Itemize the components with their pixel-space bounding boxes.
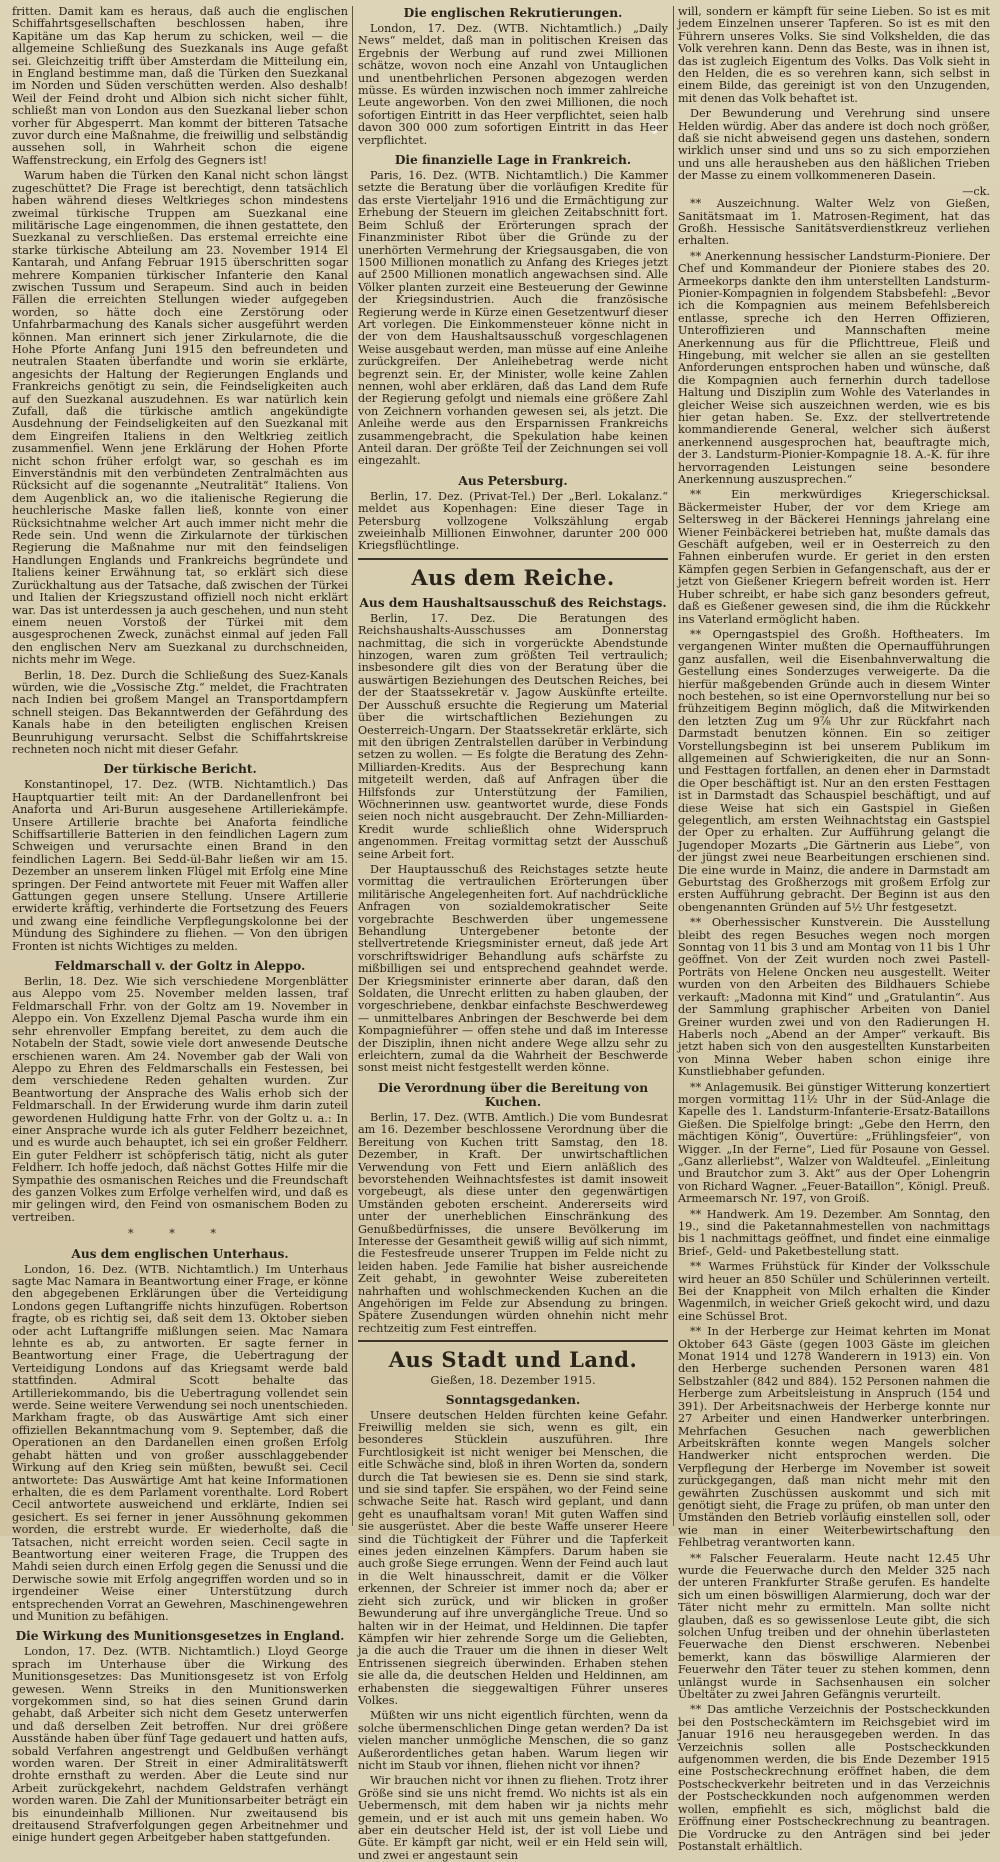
news-award: ** Auszeichnung. Walter Welz von Gießen, Sanitätsmaat im 1. Matrosen-Regiment, hat das Großh. Hessische Sanitätsverdienstkreuz verliehen erhalten. bbox=[678, 197, 990, 248]
sunday-thoughts-text-3: Wir brauchen nicht vor ihnen zu fliehen. Trotz ihrer Größe sind sie uns nicht fremd. Wo nichts ist als ein Uebermensch, mit dem haben wir ja nichts mehr gemein, und er ist auch mit uns gemein haben. Wo aber ein deutscher Held ist, der ist voll Liebe und Güte. Er kämpft gar nicht, weil er ein Held sein will, und zwei er angestaunt sein bbox=[358, 1774, 668, 1862]
heading-city-and-country: Aus Stadt und Land. bbox=[388, 1347, 638, 1373]
heading-munitions-act: Die Wirkung des Munitionsgesetzes in England. bbox=[15, 1629, 345, 1644]
news-false-alarm: ** Falscher Feueralarm. Heute nacht 12.45 Uhr wurde die Feuerwache durch den Melder 325 nach der unteren Frankfurter Straße gerufen. Es handelte sich um einen böswilligen Alarmierung, doch war der Täter nicht mehr zu ermitteln. Man sollte nicht glauben, daß es so gewissenlose Leute gibt, die sich solchen Unfug treiben und der ohnehin überlasteten Feuerwache den Dienst erschweren. Nebenbei bemerkt, kann das böswillige Alarmieren der Feuerwehr den Täter teuer zu stehen kommen, denn unlängst wurde in Sachsenhausen ein solcher Übeltäter zu zwei Jahren Gefängnis verurteilt. bbox=[678, 1551, 990, 1702]
news-art-society: ** Oberhessischer Kunstverein. Die Ausstellung bleibt des regen Besuches wegen noch morgen Sonntag von 11 bis 3 und am Montag von 11 bis 1 Uhr geöffnet. Von der Zeit wurden noch zwei Pastell-Porträts von Helene Oncken neu ausgestellt. Weiter wurden von den Arbeiten des Bildhauers Schiebe verkauft: „Madonna mit Kind“ und „Gratulantin“. Aus der Sammlung graphischer Arbeiten von Daniel Greiner wurden zwei und von den Radierungen H. Haberls noch „Abend an der Amper“ verkauft. Bis jetzt haben sich von den ausgestellten Kunstarbeiten von Minna Weber haben schon einige ihre Kunstliebhaber gefunden. bbox=[678, 916, 990, 1079]
column-2 bbox=[358, 6, 668, 1862]
heading-english-recruitment: Die englischen Rekrutierungen. bbox=[403, 6, 623, 20]
cake-ordinance-text: Berlin, 17. Dez. (WTB. Amtlich.) Die vom Bundesrat am 16. Dezember beschlossene Verordnung über die Bereitung von Kuchen tritt Samstag, den 18. Dezember, in Kraft. Der unwirtschaftlichen Verwendung von Fett und Eiern anläßlich des bevorstehenden Weihnachtsfestes ist damit insoweit vorgebeugt, als diese unter den gegenwärtigen Umständen geboten erscheint. Andererseits wird unter der unerheblichen Einschränkung des Genußbedürfnisses, die unsere Bevölkerung im Interesse der Gesamtheit gewiß willig auf sich nimmt, die Festesfreude unserer Truppen im Felde nicht zu leiden haben. Jede Familie hat bisher ausreichende Zeit gehabt, in gewohnter Weise zubereiteten nahrhaften und wohlschmeckenden Kuchen an die Angehörigen im Felde zur Absendung zu bringen. Spätere Zusendungen würden ohnehin nicht mehr rechtzeitig zum Fest eintreffen. bbox=[358, 1110, 668, 1335]
suez-berlin-report: Berlin, 18. Dez. Durch die Schließung des Suez-Kanals würden, wie die „Vossische Ztg.“ meldet, die Frachtraten nach Indien bei großem Mangel an Transportdampfern schnell steigen. Das Bekanntwerden der Gefährdung des Kanals habe in den beteiligten englischen Kreisen Beunruhigung verursacht. Selbst die Schiffahrtskreise rechneten noch nicht mit dieser Gefahr. bbox=[12, 668, 348, 756]
suez-article-continuation: fritten. Damit kam es heraus, daß auch die englischen Schiffahrtsgesellschaften beschlossen haben, ihre Kapitäne um das Kap herum zu schicken, weil — die allgemeine Schließung des Suezkanals ins Auge gefaßt sei. Gleichzeitig trifft über Amsterdam die Mitteilung ein, in England bestimme man, daß die Türken den Suezkanal im Norden und Süden verschütten werden. Also deshalb! Weil der Feind droht und Albion sich nicht sicher fühlt, schließt man von London aus den Suezkanal lieber schon vorher für Abgesperrt. Man kommt der bitteren Tatsache zuvor durch eine Maßnahme, die freiwillig und selbständig aussehen soll, in Wahrheit schon die eigene Waffenstreckung, ein Erfolg des Gegners ist! bbox=[12, 5, 348, 167]
heading-from-the-reich: Aus dem Reiche. bbox=[411, 564, 615, 590]
column-rule-1 bbox=[352, 6, 353, 1526]
sunday-thoughts-continuation: will, sondern er kämpft für seine Lieben. So ist es mit jedem Einzelnen unserer Tapferen. So ist es mit den Führern unseres Volks. Sie sind Volkshelden, die das Volk verehren kann. Denn das Beste, was in ihnen ist, das ist zugleich Eigentum des Volks. Das Volk sieht in den Helden, die es so verehren kann, sich selbst in einem Bilde, das gereinigt ist von den Unzugenden, mit denen das Volk behaftet ist. bbox=[678, 5, 990, 105]
turkish-report-text: Konstantinopel, 17. Dez. (WTB. Nichtamtlich.) Das Hauptquartier teilt mit: An der Dardanellenfront bei Anaforta und Ari-Burun ausgesehene Artilleriekämpfe. Unsere Artillerie brachte bei Anaforta feindliche Schiffsartillerie Batterien in den feindlichen Lagern zum Schweigen und verursachte einen Brand in den feindlichen Lagern. Bei Sedd-ül-Bahr ließen wir am 15. Dezember an unserem linken Flügel mit Erfolg eine Mine springen. Der Feind antwortete mit Feuer mit Waffen aller Gattungen gegen unsere Stellung. Unsere Artillerie erwiderte kräftig, verhinderte die Fortsetzung des Feuers und zwang eine feindliche Verpflegungskolonne bei der Mündung des Sighindere zu fliehen. — Von den übrigen Fronten ist nichts Wichtiges zu melden. bbox=[12, 778, 348, 953]
main-committee-text: Der Hauptausschuß des Reichstages setzte heute vormittag die vertraulichen Erörterungen über militärische Angelegenheiten fort. Auf nachdrückliche Anfragen von sozialdemokratischer Seite vorgebrachte Beschwerden über ungemessene Behandlung Untergebener betonte der stellvertretende Kriegsminister erneut, daß jede Art vorschriftswidriger Behandlung aufs schärfste zu mißbilligen sei und entsprechend geahndet werde. Der Kriegsminister erinnerte aber daran, daß den Soldaten, die Unrecht erlitten zu haben glauben, der vorgeschriebene, denkbar einfachste Beschwerdeweg — unmittelbares Anbringen der Beschwerde bei dem Kompagnieführer — offen stehe und daß im Interesse der Disziplin, ihnen nicht andere Wege allzu sehr zu erleichtern, zumal da die Wahrheit der Beschwerde sonst meist nicht festgestellt werden könne. bbox=[358, 862, 668, 1075]
news-pioneers-recognition: ** Anerkennung hessischer Landsturm-Pioniere. Der Chef und Kommandeur der Pioniere stabes des 20. Armeekorps dankte den ihm unterstellten Landsturm-Pionier-Kompagnien in folgendem Stabsbefehl: „Bevor ich die Kompagnien aus meinem Befehlsbereich entlasse, spreche ich den Herren Offizieren, Unteroffizieren und Mannschaften meine Anerkennung aus für die Pflichttreue, Fleiß und Hingebung, mit welcher sie allen an sie gestellten Anforderungen entsprochen haben und wünsche, daß die Kompagnien auch fernerhin durch tadellose Haltung und Disziplin zum Wohle des Vaterlandes in gleicher Weise sich auszeichnen werden, wie es bis hier getan haben. Se. Exz. der stellvertretende kommandierende General, welcher sich äußerst anerkennend ausgesprochen hat, beauftragte mich, der 3. Landsturm-Pionier-Kompagnie 18. A.-K. für ihre hervorragenden Leistungen seine besondere Anerkennung auszusprechen.“ bbox=[678, 249, 990, 487]
news-opera-guest: ** Operngastspiel des Großh. Hoftheaters. Im vergangenen Winter mußten die Opernaufführungen ganz ausfallen, weil die Eisenbahnverwaltung die Gestellung eines Sonderzuges verweigerte. Da die hierfür maßgebenden Gründe auch in diesem Winter noch bestehen, so ist eine Opernvorstellung nur bei so frühzeitigem Beginn möglich, daß die Mitwirkenden den letzten Zug um 9⅞ Uhr zur Rückfahrt nach Darmstadt benutzen können. Ein so zeitiger Vorstellungsbeginn ist bei unserem Publikum im allgemeinen auf Schwierigkeiten, die nur an Sonn- und Festtagen fortfallen, an denen eher in Darmstadt die Oper beschäftigt ist. Nur an den ersten Festtagen ist in Darmstadt das Schauspiel beschäftigt, und auf diese Weise hat sich ein Gastspiel in Gießen gelegentlich, am ersten Weihnachtstag ein Gastspiel der Oper zu erhalten. Zur Aufführung gelangt die Jugendoper Mozarts „Die Gärtnerin aus Liebe“, von der jüngst zwei neue Bearbeitungen erschienen sind. Die eine wurde in Mainz, die andere in Darmstadt am Geburtstag des Großherzogs mit großem Erfolg zur ersten Aufführung gebracht. Der Beginn ist aus den obengenannten Gründen auf 5½ Uhr festgesetzt. bbox=[678, 627, 990, 914]
budget-committee-text: Berlin, 17. Dez. Die Beratungen des Reichshaushalts-Ausschusses am Donnerstag nachmittag, die sich in vorgerückte Abendstunde hinzogen, waren zum größten Teil vertraulich; insbesondere gilt dies von der Beratung über die auswärtigen Beziehungen des Deutschen Reiches, bei der der Staatssekretär v. Jagow Auskünfte erteilte. Der Ausschuß ersuchte die Regierung um Material über die wirtschaftlichen Beziehungen zu Oesterreich-Ungarn. Der Staatssekretär erklärte, sich mit den übrigen Zentralstellen darüber in Verbindung setzen zu wollen. — Es folgte die Beratung des Zehn-Milliarden-Kredits. Aus der Besprechung kann mitgeteilt werden, daß auf Anfragen über die Hilfsfonds zur Unterstützung der Familien, Wöchnerinnen usw. geantwortet wurde, diese Fonds seien noch nicht ausgebraucht. Der Zehn-Milliarden-Kredit wurde schließlich ohne Widerspruch angenommen. Freitag vormittag setzt der Ausschuß seine Arbeit fort. bbox=[358, 611, 668, 861]
recruitment-text: London, 17. Dez. (WTB. Nichtamtlich.) „Daily News“ meldet, daß man in politischen Kreisen das Ergebnis der Werbung auf rund zwei Millionen schätze, wovon noch eine Anzahl von Untauglichen und unentbehrlichen Personen abgezogen werden müsse. Es würden inzwischen noch immer zahlreiche Leute angeworben. Von den zwei Millionen, die noch sofortigen Eintritt in das Heer verpflichtet, seien halb davon 300 000 zum sofortigen Eintritt in das Heer verpflichtet. bbox=[358, 22, 668, 147]
news-postal-check-directory: ** Das amtliche Verzeichnis der Postscheckkunden bei den Postscheckämtern im Reichsgebiet wird im Januar 1916 neu herausgegeben werden. In das Verzeichnis sollen alle Postscheckkunden aufgenommen werden, die bis Ende Dezember 1915 eine Postscheckrechnung eröffnet haben, die dem Postscheckverkehr beitreten und in das Verzeichnis der Postscheckkunden noch aufgenommen werden wollen, empfiehlt es sich, möglichst bald die Eröffnung einer Postscheckrechnung zu beantragen. Die Vordrucke zu den Anträgen sind bei jeder Postanstalt erhältlich. bbox=[678, 1703, 990, 1853]
news-soldier-fate: ** Ein merkwürdiges Kriegerschicksal. Bäckermeister Huber, der vor dem Kriege am Seltersweg in der Bäckerei Hennings jahrelang eine Wiener Feinbäckerei betrieben hat, mußte damals das Geschäft aufgeben, weil er in Oesterreich zu den Fahnen einberufen wurde. Er geriet in den ersten Kämpfen gegen Serbien in Gefangenschaft, aus der er jetzt von Gießener Kriegern befreit worden ist. Herr Huber schreibt, er habe sich ganz besonders gefreut, daß es Gießener gewesen sind, die ihm die Rückkehr ins Vaterland ermöglicht haben. bbox=[678, 488, 990, 626]
petersburg-text: Berlin, 17. Dez. (Privat-Tel.) Der „Berl. Lokalanz.“ meldet aus Kopenhagen: Eine dieser Tage in Petersburg vollzogene Volkszählung ergab zweieinhalb Millionen Einwohner, darunter 200 000 Kriegsflüchtlinge. bbox=[358, 489, 668, 553]
suez-article-paragraph: Warum haben die Türken den Kanal nicht schon längst zugeschüttet? Die Frage ist berechtigt, denn tatsächlich haben während dieses Weltkrieges schon mindestens zweimal türkische Truppen am Suezkanal eine militärische Lage eingenommen, die ihnen gestattete, den Suezkanal zu verschließen. Das erstemal erreichte eine starke türkische Abteilung am 23. November 1914 El Kantarah, und Anfang Februar 1915 überschritten sogar mehrere Kompanien türkischer Infanterie den Kanal zwischen Tussum und Serapeum. Sind auch in beiden Fällen die erreichten Stellungen wieder aufgegeben worden, so hätte doch eine Zerstörung oder Unfahrbarmachung des Kanals sicher ausgeführt werden können. Man erinnert sich jener Zirkularnote, die die Hohe Pforte Anfang Juni 1915 den befreundeten und neutralen Staaten überfandte und worin sie erklärte, angesichts der Haltung der Regierungen Englands und Frankreichs genötigt zu sein, die Feindseligkeiten auch auf den Suezkanal auszudehnen. Es war natürlich kein Zufall, daß die türkische amtlich angekündigte Ausdehnung der Feindseligkeiten auf den Suezkanal mit dem Eingreifen Italiens in den Weltkrieg zeitlich zusammenfiel. Wenn jene Erklärung der Hohen Pforte nicht schon früher erfolgt war, so geschah es im Einverständnis mit den verbündeten Zentralmächten aus Rücksicht auf die sogenannte „Neutralität“ Italiens. Von dem Augenblick an, wo die italienische Regierung die heuchlerische Maske fallen ließ, konnte von einer Rücksichtnahme welcher Art auch immer nicht mehr die Rede sein. Und wenn die Zirkularnote der türkischen Regierung die Maßnahme nur mit den feindseligen Handlungen Englands und Frankreichs begründete und Italiens keiner Erwähnung tat, so erklärt sich diese Zurückhaltung aus der Tatsache, daß zwischen der Türkei und Italien der Kriegszustand offiziell noch nicht erklärt war. Das ist unterdessen ja auch geschehen, und nun steht einem neuen Vorstoß der Türkei mit dem ausgesprochenen Zweck, zunächst einmal auf jeden Fall den englischen Nerv am Suezkanal zu durchschneiden, nichts mehr im Wege. bbox=[12, 169, 348, 667]
lower-house-text: London, 16. Dez. (WTB. Nichtamtlich.) Im Unterhaus sagte Mac Namara in Beantwortung einer Frage, er könne den abgegebenen Erklärungen über die Verteidigung Londons gegen Luftangriffe nichts hinzufügen. Robertson fragte, ob es richtig sei, daß seit dem 13. Oktober sieben oder acht Luftangriffe mißlungen seien. Mac Namara lehnte es ab, zu antworten. Er sagte ferner in Beantwortung einer Frage, die Uebertragung der Verteidigung Londons auf das Kriegsamt werde bald stattfinden. Admiral Scott behalte das Artilleriekommando, bis die Uebertragung vollendet sein werde. Seine weitere Verwendung sei noch unentschieden. Markham fragte, ob das Auswärtige Amt sich einer offiziellen Bekanntmachung vom 9. September, daß die Operationen an den Dardanellen einen großen Erfolg gehabt hätten und von großer ausschlaggebender Wirkung auf den Krieg sein müßten, bewußt sei. Cecil antwortete: Das Auswärtige Amt hat keine Informationen erhalten, die es dem Parlament vorenthalte. Lord Robert Cecil antwortete ausweichend und erklärte, Indien sei gesichert. Es sei ferner in jener Aussöhnung gekommen worden, die erstrebt wurde. Er wiederholte, daß die Tatsachen, nicht erreicht worden seien. Cecil sagte in Beantwortung einer weiteren Frage, die Truppen des Mahdi seien durch einen Erfolg gegen die Senussi und die Derwische sowie mit Erfolg angegriffen worden und so in irgendeiner Weise einer Unterstützung durch entsprechenden Vorrat an Gewehren, Maschinengewehren und Munition zu befähigen. bbox=[12, 1262, 348, 1623]
sunday-thoughts-text: Unsere deutschen Helden fürchten keine Gefahr. Freiwillig melden sie sich, wenn es gilt, ein besonderes Stücklein auszuführen. Ihre Furchtlosigkeit ist nicht weniger bei Menschen, die eitle Schwäche sind, bloß in ihren Worten da, sondern durch die Tat bewiesen sie es. Denn sie sind stark, und sie sind tapfer. Sie erspähen, wo der Feind seine schwache Seite hat. Rasch wird geplant, und dann geht es unaufhaltsam voran! Mit guten Waffen sind sie ausgerüstet. Aber die beste Waffe unserer Heere sind die Tüchtigkeit der Führer und die Tapferkeit eines jeden einzelnen Kämpfers. Darum haben sie auch große Siege errungen. Wenn der Feind auch laut in die Welt hinausschreit, damit er die Völker erkennen, der Schreier ist immer noch da; aber er zieht sich zurück, und wir blicken in großer Bewunderung auf ihre unvergängliche Treue. Und so halten wir in der Heimat, und Heldinnen. Die tapfer Kämpfen wir hier zehrende Sorge um die Geliebten, ja die auch die Trauer um die ihnen in dieser Welt Entrissenen siegreich überwinden. Erhaben stehen sie alle da, die deutschen Helden und Heldinnen, am erhabensten die sieggewaltigen Führer unseres Volkes. bbox=[358, 1408, 668, 1707]
news-post-office: ** Handwerk. Am 19. Dezember. Am Sonntag, den 19., sind die Paketannahmestellen von nachmittags bis 1 nachmittags geöffnet, und findet eine einmalige Brief-, Geld- und Paketbestellung statt. bbox=[678, 1207, 990, 1258]
france-finance-text: Paris, 16. Dez. (WTB. Nichtamtlich.) Die Kammer setzte die Beratung über die vorläufigen Kredite für das erste Vierteljahr 1916 und die Ermächtigung zur Erhebung der Steuern im gleichen Zeitabschnitt fort. Beim Schluß der Erörterungen sprach der Finanzminister Ribot über die Gründe zu der unerhörten Vermehrung der Kriegsausgaben, die von 1500 Millionen monatlich zu Anfang des Krieges jetzt auf 2500 Millionen monatlich angewachsen sind. Alle Völker planten zurzeit eine Besteuerung der Gewinne der Kriegsindustrien. Auch die französische Regierung werde in Kürze einen Gesetzentwurf dieser Art vorlegen. Die Einkommensteuer könne nicht in der von dem Haushaltsausschuß vorgeschlagenen Weise ausgebaut werden, man müsse auf eine Anleihe zurückgreifen. Der Anleihebetrag werde nicht begrenzt sein. Er, der Minister, wolle keine Zahlen nennen, wohl aber erklären, daß das Land dem Rufe der Regierung gefolgt und niemals eine größere Zahl von Zeichnern vorhanden gewesen sei, als jetzt. Die Anleihe werde aus den Ersparnissen Frankreichs zusammengebracht, die Spekulation habe keinen Anteil daran. Der größte Teil der Zeichnungen sei voll eingezahlt. bbox=[358, 169, 668, 468]
heading-budget-committee: Aus dem Haushaltsausschuß des Reichstags. bbox=[359, 595, 667, 610]
column-3 bbox=[678, 5, 990, 1853]
heading-english-lower-house: Aus dem englischen Unterhaus. bbox=[71, 1246, 289, 1261]
sunday-thoughts-text-2: Müßten wir uns nicht eigentlich fürchten, wenn da solche übermenschlichen Dinge getan werden? Da ist vielen mancher unmögliche Menschen, die so ganz Außerordentliches getan haben. Warum liegen wir nicht im Staub vor ihnen, fliehen nicht vor ihnen? bbox=[358, 1709, 668, 1772]
column-rule-2 bbox=[673, 6, 674, 1526]
news-park-music: ** Anlagemusik. Bei günstiger Witterung konzertiert morgen vormittag 11½ Uhr in der Süd-Anlage die Kapelle des 1. Landsturm-Infanterie-Ersatz-Bataillons Gießen. Die Spielfolge bringt: „Gebe den Herrn, den mächtigen König“, Ouvertüre: „Frühlingsfeier“, von Wigger. „In der Ferne“, Lied für Posaune von Gessel. „Ganz allerliebst“, Walzer von Waldteufel. „Einleitung und Brautchor zum 3. Akt“ aus der Oper Lohengrin von Richard Wagner. „Feuer-Bataillon“, Königl. Preuß. Armeemarsch Nr. 197, von Groiß. bbox=[678, 1080, 990, 1206]
heading-turkish-report: Der türkische Bericht. bbox=[103, 762, 257, 777]
column-1 bbox=[12, 5, 348, 1845]
heading-sunday-thoughts: Sonntagsgedanken. bbox=[445, 1392, 581, 1407]
heading-cake-ordinance: Die Verordnung über die Bereitung von Kuchen. bbox=[377, 1080, 649, 1109]
heading-goltz-aleppo: Feldmarschall v. der Goltz in Aleppo. bbox=[54, 959, 306, 974]
news-hostel: ** In der Herberge zur Heimat kehrten im Monat Oktober 643 Gäste (gegen 1003 Gäste im gleichen Monat 1914 und 1278 Wanderern in 1913) ein. Von den Herberge suchenden Personen waren 481 Selbstzahler (842 und 884). 152 Personen nahmen die Herberge zum Arbeitsleistung in Anspruch (154 und 391). Der Arbeitsnachweis der Herberge konnte nur 27 Arbeiter und einen Handwerker unterbringen. Mehrfachen Gesuchen nach gewerblichen Arbeitskräften konnte wegen Mangels solcher Handwerker nicht entsprochen werden. Die Verpflegung der Herberge im November ist soweit zurückgegangen, daß man nicht mehr mit den gewährten Zuschüssen auskommt und sich mit genötigt sieht, die Frage zu prüfen, ob man unter den Umständen den Betrieb vorläufig einstellen soll, oder wie man in einer Weiterbewirtschaftung den Fehlbetrag verantworten kann. bbox=[678, 1325, 990, 1550]
heading-france-finance: Die finanzielle Lage in Frankreich. bbox=[394, 153, 632, 168]
dateline: Gießen, 18. Dezember 1915. bbox=[430, 1373, 596, 1388]
heading-petersburg: Aus Petersburg. bbox=[458, 473, 568, 488]
section-rule-2 bbox=[358, 1340, 668, 1342]
munitions-act-text: London, 17. Dez. (WTB. Nichtamtlich.) Lloyd George sprach im Unterhause über die Wirkung des Munitionsgesetzes: Das Munitionsgesetz ist von Erfolg gewesen. Wenn Streiks in den Munitionswerken vorgekommen sind, so hat dies seinen Grund darin gehabt, daß Arbeiter sich nicht dem Gesetz unterwerfen und daß derselben Zeit betroffen. Nur drei größere Ausstände haben über fünf Tage gedauert und hatten aufs, sobald Verfahren angestrengt und Geldbußen verhängt worden waren. Der Streit in einer Admiralitätswerft drohte ernsthaft zu werden. Aber die Leute sind nur Arbeit zurückgekehrt, nachdem Geldstrafen verhängt worden waren. Die Zahl der Munitionsarbeiter beträgt ein bis einundeinhalb Millionen. Nur zweitausend bis dreitausend Strafverfolgungen gegen Arbeitnehmer und einige hundert gegen Arbeitgeber haben stattgefunden. bbox=[12, 1645, 348, 1845]
news-school-breakfast: ** Warmes Frühstück für Kinder der Volksschule wird heuer an 850 Schüler und Schülerinnen verteilt. Bei der Knappheit von Milch erhalten die Kinder Wagenmilch, in weicher Grieß gekocht wird, und dazu eine Schüssel Brot. bbox=[678, 1260, 990, 1323]
goltz-article-text: Berlin, 18. Dez. Wie sich verschiedene Morgenblätter aus Aleppo vom 25. November melden lassen, traf Feldmarschall Frhr. von der Goltz am 19. November in Aleppo ein. Von Exzellenz Djemal Pascha wurde ihm ein sehr ehrenvoller Empfang bereitet, zu dem auch die Notabeln der Stadt, sowie viele dort anwesende Deutsche erschienen waren. Am 24. November gab der Wali von Aleppo zu Ehren des Feldmarschalls ein Festessen, bei dem verschiedene Reden gehalten wurden. Zur Beantwortung der Ansprache des Walis erhob sich der Feldmarschall. In der Erwiderung wurde ihm darin zuteil gewordenen Huldigung hatte Frhr. von der Goltz u. a.: In einer Ansprache wurde ich als guter Feldherr bezeichnet, und es wurde auch behauptet, ich sei ein großer Feldherr. Ein guter Feldherr ist schöpferisch tätig, nicht als guter Feldherr. Ich hoffe jedoch, daß nächst Gottes Hilfe mir die Sympathie des osmanischen Reiches und die Freundschaft des ganzen Volkes zum Erfolge verhelfen wird, und daß es mir gelingen wird, den Feind von osmanischem Boden zu vertreiben. bbox=[12, 975, 348, 1224]
section-stars: * * * bbox=[128, 1227, 232, 1241]
author-signature: —ck. bbox=[962, 184, 990, 198]
section-rule bbox=[358, 558, 668, 560]
sunday-thoughts-closing: Der Bewunderung und Verehrung sind unsere Helden würdig. Aber das andere ist doch noch größer, daß sie nicht abweisend gegen uns dastehen, sondern wirklich unser sind und uns so zu sich emporziehen und uns alle herausheben aus den häßlichen Trieben der Masse zu einem vollkommeneren Dasein. bbox=[678, 107, 990, 183]
